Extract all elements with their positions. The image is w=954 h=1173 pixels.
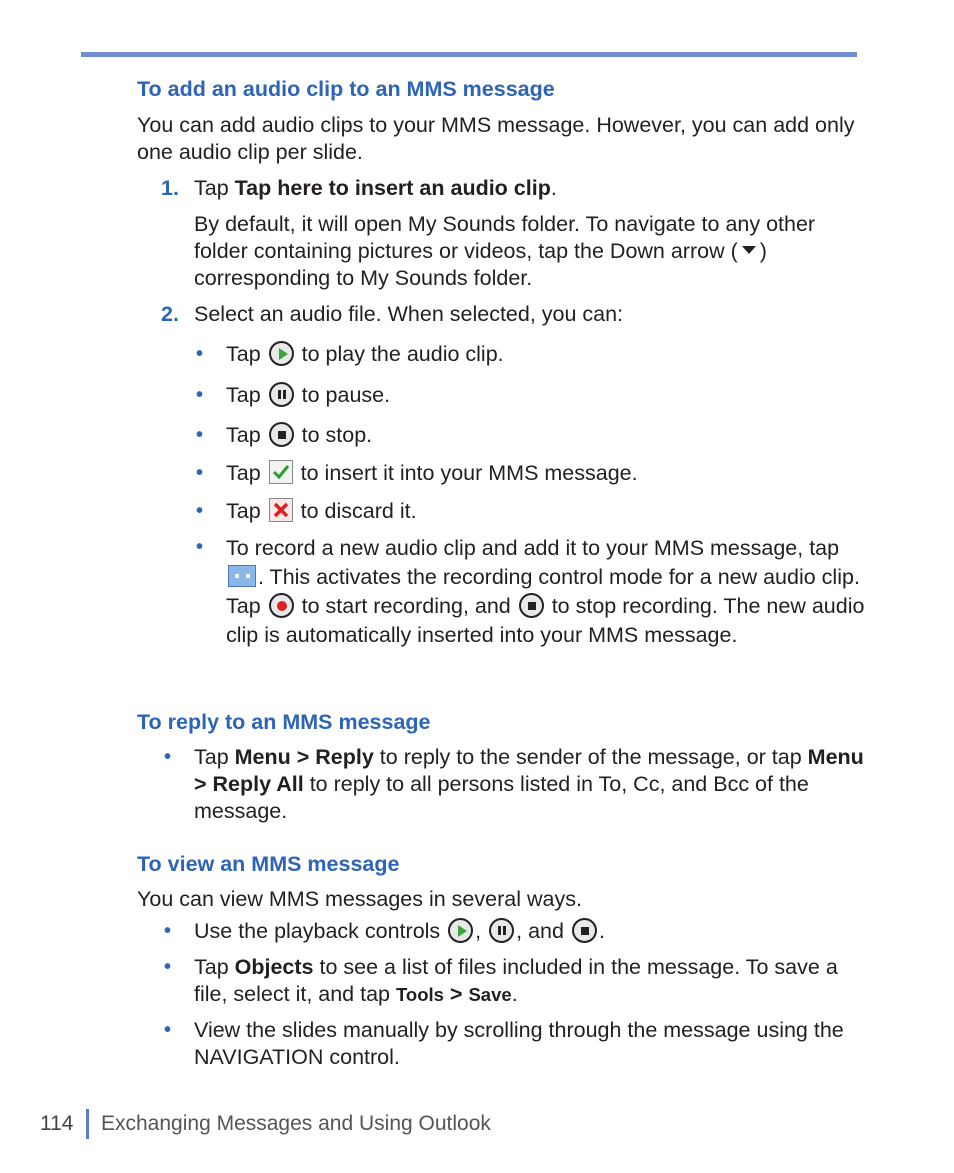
step-2-text: Select an audio file. When selected, you can: bbox=[194, 302, 624, 326]
record-icon bbox=[228, 565, 256, 587]
list-item: Tap to pause. bbox=[226, 383, 391, 407]
intro-add-audio: You can add audio clips to your MMS message. However, you can add only one audio clip per slide. bbox=[137, 113, 855, 164]
bullet: • bbox=[164, 956, 172, 978]
footer-chapter: Exchanging Messages and Using Outlook bbox=[101, 1112, 491, 1135]
bullet: • bbox=[196, 536, 204, 558]
heading-reply: To reply to an MMS message bbox=[137, 710, 431, 734]
step-number-2: 2. bbox=[161, 302, 179, 326]
pause-icon bbox=[269, 382, 294, 407]
pause-icon bbox=[489, 918, 514, 943]
bullet: • bbox=[196, 424, 204, 446]
bullet: • bbox=[196, 462, 204, 484]
top-rule bbox=[81, 52, 857, 57]
bullet: • bbox=[164, 920, 172, 942]
list-item: Tap to stop. bbox=[226, 423, 373, 447]
list-item-objects: Tap Objects to see a list of files included in the message. To save a file, select it, and tap Tools > Save. bbox=[194, 955, 838, 1006]
list-item-navigation: View the slides manually by scrolling through the message using the NAVIGATION control. bbox=[194, 1018, 844, 1069]
discard-icon bbox=[269, 498, 293, 522]
list-item: Tap to play the audio clip. bbox=[226, 342, 504, 366]
down-arrow-icon bbox=[742, 246, 756, 254]
bullet: • bbox=[196, 500, 204, 522]
heading-add-audio: To add an audio clip to an MMS message bbox=[137, 77, 555, 101]
step-1-text: Tap Tap here to insert an audio clip. bbox=[194, 176, 557, 200]
heading-view: To view an MMS message bbox=[137, 852, 400, 876]
step-number-1: 1. bbox=[161, 176, 179, 200]
bullet: • bbox=[196, 343, 204, 365]
list-item-reply: Tap Menu > Reply to reply to the sender of the message, or tap Menu > Reply All to reply to all persons listed in To, Cc, and Bcc of the message. bbox=[194, 745, 864, 823]
stop-icon bbox=[572, 918, 597, 943]
play-icon bbox=[269, 341, 294, 366]
step-1-note: By default, it will open My Sounds folder. To navigate to any other folder containing pictures or videos, tap the Down arrow ( ) corresponding to My Sounds folder. bbox=[194, 212, 816, 290]
list-item-record: To record a new audio clip and add it to your MMS message, tap . This activates the recording control mode for a new audio clip. Tap to start recording, and to stop recording. The new audio clip is automatically inserted into your MMS message. bbox=[226, 536, 865, 647]
record-start-icon bbox=[269, 593, 294, 618]
bullet: • bbox=[196, 384, 204, 406]
footer-divider bbox=[86, 1109, 89, 1139]
play-icon bbox=[448, 918, 473, 943]
checkmark-icon bbox=[269, 460, 293, 484]
stop-icon bbox=[519, 593, 544, 618]
list-item: Tap to discard it. bbox=[226, 499, 417, 523]
stop-icon bbox=[269, 422, 294, 447]
bullet: • bbox=[164, 1019, 172, 1041]
list-item-playback: Use the playback controls , , and . bbox=[194, 919, 605, 943]
bullet: • bbox=[164, 746, 172, 768]
page-number: 114 bbox=[40, 1112, 74, 1135]
intro-view: You can view MMS messages in several ways. bbox=[137, 887, 582, 911]
step-1-bold: Tap here to insert an audio clip bbox=[234, 176, 551, 200]
list-item: Tap to insert it into your MMS message. bbox=[226, 461, 638, 485]
